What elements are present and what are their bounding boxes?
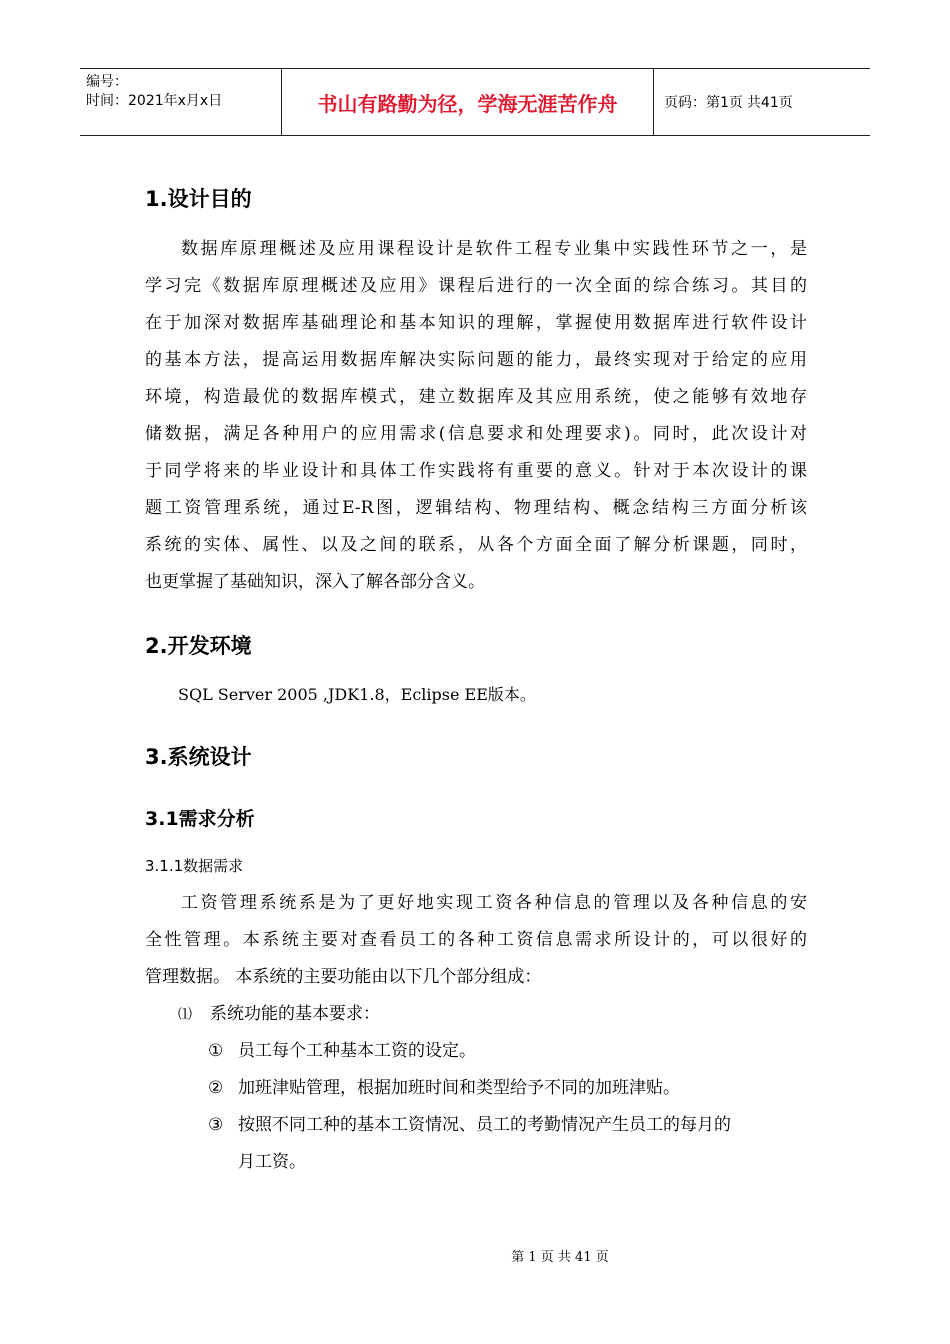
document-time-label: 时间：2021年x月x日 — [86, 93, 223, 109]
list-item-marker: ① — [208, 1041, 224, 1061]
s1-paragraph-line: 也更掌握了基础知识，深入了解各部分含义。 — [145, 572, 485, 592]
list-item-text: 加班津贴管理，根据加班时间和类型给予不同的加班津贴。 — [238, 1078, 680, 1098]
header-page-total: 共41页 — [746, 95, 793, 111]
section-2-title: 2.开发环境 — [145, 634, 252, 658]
list-item-marker: ③ — [208, 1115, 224, 1135]
requirements-list-heading — [178, 999, 380, 1024]
section-1-title: 1.设计目的 — [145, 187, 252, 211]
list-item-text: 按照不同工种的基本工资情况、员工的考勤情况产生员工的每月的 — [238, 1115, 731, 1135]
list-item — [208, 1036, 476, 1061]
s1-paragraph-line: 的基本方法，提高运用数据库解决实际问题的能力，最终实现对于给定的应用 — [145, 350, 807, 370]
s1-paragraph-line: 于同学将来的毕业设计和具体工作实践将有重要的意义。针对于本次设计的课 — [145, 461, 807, 481]
s1-paragraph-line: 系统的实体、属性、以及之间的联系，从各个方面全面了解分析课题，同时， — [145, 535, 807, 555]
section-3-1-title: 3.1需求分析 — [145, 808, 255, 830]
s1-paragraph-line: 在于加深对数据库基础理论和基本知识的理解，掌握使用数据库进行软件设计 — [145, 313, 807, 333]
s1-paragraph-line: 数据库原理概述及应用课程设计是软件工程专业集中实践性环节之一，是 — [181, 239, 807, 259]
header-page-info — [654, 69, 870, 135]
list-item-text: 员工每个工种基本工资的设定。 — [238, 1041, 476, 1061]
list-number: ⑴ — [178, 1007, 192, 1023]
s1-paragraph-line: 储数据，满足各种用户的应用需求(信息要求和处理要求)。同时，此次设计对 — [145, 424, 807, 444]
list-item — [208, 1110, 731, 1135]
s311-paragraph-line: 管理数据。 本系统的主要功能由以下几个部分组成： — [145, 967, 542, 987]
list-item-continuation: 月工资。 — [238, 1152, 306, 1172]
page-footer: 第 1 页 共 41 页 — [511, 1250, 609, 1265]
s1-paragraph-line: 学习完《数据库原理概述及应用》课程后进行的一次全面的综合练习。其目的 — [145, 276, 807, 296]
s1-paragraph-line: 环境，构造最优的数据库模式，建立数据库及其应用系统，使之能够有效地存 — [145, 387, 807, 407]
section-3-title: 3.系统设计 — [145, 745, 252, 769]
list-heading-text: 系统功能的基本要求： — [210, 1004, 380, 1024]
header-meta — [80, 69, 282, 135]
section-3-1-1-title: 3.1.1数据需求 — [145, 857, 244, 875]
s311-paragraph-line: 工资管理系统系是为了更好地实现工资各种信息的管理以及各种信息的安 — [181, 893, 807, 913]
list-item — [208, 1073, 680, 1098]
list-item-marker: ② — [208, 1078, 224, 1098]
document-code-label: 编号： — [86, 74, 128, 90]
dev-environment-text: SQL Server 2005 ,JDK1.8，Eclipse EE版本。 — [178, 685, 536, 704]
header-motto: 书山有路勤为径，学海无涯苦作舟 — [282, 69, 654, 135]
s311-paragraph-line: 全性管理。本系统主要对查看员工的各种工资信息需求所设计的，可以很好的 — [145, 930, 807, 950]
s1-paragraph-line: 题工资管理系统，通过E-R图，逻辑结构、物理结构、概念结构三方面分析该 — [145, 498, 807, 518]
header-page-number: 页码：第1页 — [664, 95, 743, 111]
page-header — [80, 68, 870, 136]
